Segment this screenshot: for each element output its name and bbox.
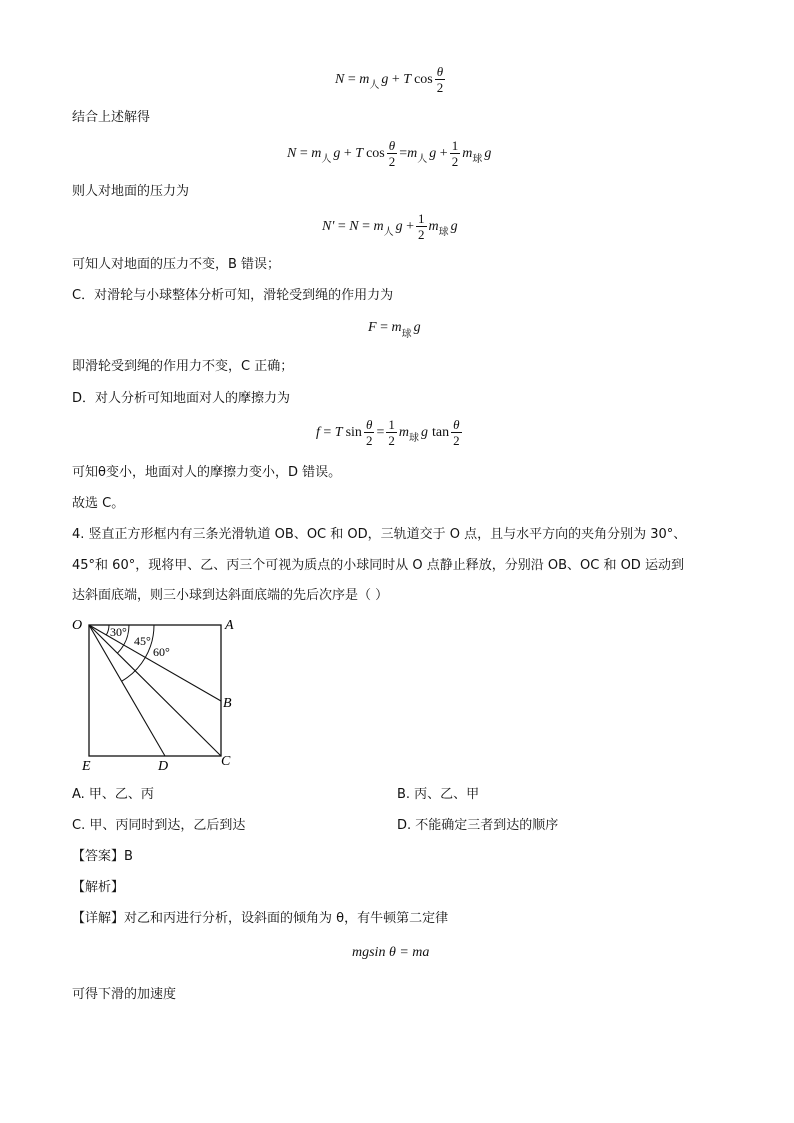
frac-den: 2 (418, 227, 425, 242)
question-4-line-2: 45°和 60°，现将甲、乙、丙三个可视为质点的小球同时从 O 点静止释放，分别沿 OB、OC 和 OD 运动到 (72, 558, 684, 573)
frac-num: θ (436, 64, 444, 79)
eq-var: N (349, 218, 359, 234)
eq-var: m (398, 424, 409, 440)
eq-sub: 球 (472, 154, 483, 165)
eq-op: = (376, 320, 392, 335)
label-B: B (223, 696, 232, 711)
square-frame-figure (68, 612, 248, 772)
frac-num: θ (388, 138, 396, 153)
eq-var: N (287, 145, 297, 161)
frac-den: 2 (451, 154, 459, 169)
detail-line (72, 910, 448, 928)
eq-var: g (429, 145, 437, 161)
label-O: O (72, 618, 83, 633)
text-c-analysis: C．对滑轮与小球整体分析可知，滑轮受到绳的作用力为 (72, 288, 394, 303)
eq-var: T (334, 424, 343, 440)
label-angle-60: 60° (153, 645, 170, 659)
eq-op: + (388, 71, 404, 87)
text-d-wrong: 可知θ变小，地面对人的摩擦力变小，D 错误。 (72, 465, 342, 480)
eq-sub: 人 (417, 154, 428, 165)
eq-var: F (368, 320, 377, 335)
frac-den: 2 (365, 433, 373, 448)
frac-num: 1 (418, 211, 425, 226)
eq-var: g (420, 424, 428, 440)
frac-den: 2 (436, 80, 444, 95)
question-4-line-1: 4. 竖直正方形框内有三条光滑轨道 OB、OC 和 OD，三轨道交于 O 点，且与水平方向的夹角分别为 30°、 (72, 527, 687, 542)
eq-var: T (403, 71, 412, 87)
eq-frac (435, 64, 446, 95)
eq-var: f (316, 424, 320, 440)
eq-sub: 人 (369, 80, 380, 91)
eq-op: + (402, 218, 415, 234)
eq-var: g (381, 71, 389, 87)
eq-sub: 人 (383, 227, 394, 238)
frac-num: θ (453, 417, 460, 432)
text-d-analysis: D．对人分析可知地面对人的摩擦力为 (72, 391, 291, 406)
track-OB (89, 625, 221, 701)
eq-var: m (391, 320, 402, 335)
eq-frac (386, 417, 397, 448)
label-C: C (221, 754, 231, 769)
answer-line (72, 848, 133, 866)
text-pressure: 则人对地面的压力为 (72, 184, 190, 199)
eq-frac (387, 138, 398, 169)
eq-sub: 球 (401, 328, 412, 340)
eq-sub: 球 (408, 433, 419, 444)
eq-op: = (296, 145, 312, 161)
label-angle-30: 30° (110, 625, 127, 639)
eq-var: g (450, 218, 458, 234)
label-A: A (225, 618, 234, 633)
option-d: D. 不能确定三者到达的顺序 (397, 818, 559, 833)
text-c-correct: 即滑轮受到绳的作用力不变，C 正确； (72, 359, 294, 374)
eq-op: + (340, 145, 356, 161)
text-choose-c: 故选 C。 (72, 496, 125, 511)
equation-pressure (322, 211, 458, 242)
eq-op: = (358, 218, 374, 234)
label-D: D (158, 759, 169, 772)
eq-frac (416, 211, 427, 242)
eq-var: m (407, 145, 418, 161)
eq-frac (450, 138, 461, 169)
eq-frac (451, 417, 462, 448)
eq-sub: 球 (438, 227, 449, 238)
answer-value: B (124, 849, 133, 864)
frac-num: 1 (388, 417, 395, 432)
eq-var: m (311, 145, 322, 161)
eq-var: g (484, 145, 492, 161)
text-acceleration: 可得下滑的加速度 (72, 987, 177, 1002)
answer-label: 【答案】 (72, 849, 125, 864)
frac-num: 1 (451, 138, 459, 153)
equation-pulley-force (368, 320, 421, 340)
eq-op: = (334, 218, 350, 234)
eq-frac (364, 417, 375, 448)
eq-var: g (413, 320, 421, 335)
equation-friction (316, 417, 464, 448)
eq-var: m (373, 218, 384, 234)
eq-var: m (428, 218, 439, 234)
equation-newton (352, 945, 429, 961)
equation-normal-force (335, 64, 447, 95)
option-b: B. 丙、乙、甲 (397, 787, 480, 802)
eq-var: m (462, 145, 473, 161)
eq-op: = (376, 424, 385, 440)
option-c: C. 甲、丙同时到达，乙后到达 (72, 818, 246, 833)
eq-var: m (359, 71, 370, 87)
text-b-wrong: 可知人对地面的压力不变，B 错误； (72, 257, 281, 272)
option-a: A. 甲、乙、丙 (72, 787, 154, 802)
eq-text: mgsin θ = ma (352, 945, 430, 960)
frac-den: 2 (453, 433, 460, 448)
detail-text: 对乙和丙进行分析，设斜面的倾角为 θ，有牛顿第二定律 (124, 911, 449, 926)
eq-var: g (333, 145, 341, 161)
text-combine: 结合上述解得 (72, 110, 151, 125)
eq-var: N' (322, 218, 335, 234)
eq-op: = (399, 145, 408, 161)
eq-op: = (344, 71, 360, 87)
eq-func: cos (366, 145, 385, 161)
frac-den: 2 (388, 154, 396, 169)
eq-func: cos (414, 71, 433, 87)
frac-num: θ (365, 417, 373, 432)
eq-func: sin (345, 424, 362, 440)
eq-sub: 人 (321, 154, 332, 165)
detail-label: 【详解】 (72, 911, 125, 926)
frac-den: 2 (388, 433, 395, 448)
equation-combined (287, 138, 491, 169)
eq-var: g (395, 218, 403, 234)
eq-var: T (355, 145, 364, 161)
eq-func: tan (431, 424, 450, 440)
question-4-line-3: 达斜面底端，则三小球到达斜面底端的先后次序是（ ） (72, 588, 389, 603)
eq-op: + (436, 145, 448, 161)
label-E: E (82, 759, 91, 772)
label-angle-45: 45° (134, 634, 151, 648)
eq-var: N (335, 71, 345, 87)
eq-op: = (319, 424, 335, 440)
analysis-label: 【解析】 (72, 880, 125, 895)
angle-arc-30 (106, 625, 109, 635)
